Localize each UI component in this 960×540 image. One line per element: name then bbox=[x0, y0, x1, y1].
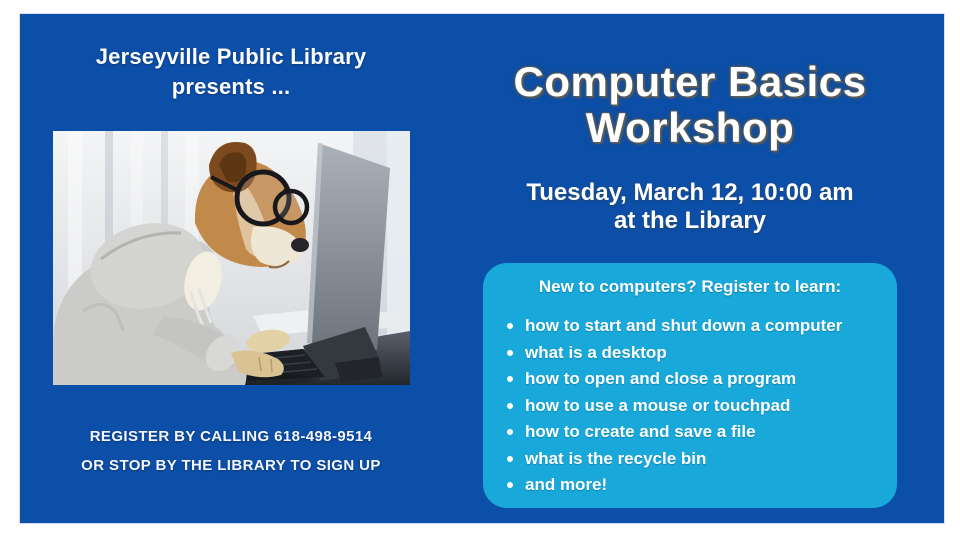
event-date-line: Tuesday, March 12, 10:00 am bbox=[526, 179, 854, 206]
list-item-label: how to open and close a program bbox=[525, 369, 797, 389]
org-header bbox=[36, 42, 426, 102]
bullet-dot-icon bbox=[507, 350, 513, 356]
bullet-dot-icon bbox=[507, 456, 513, 462]
org-presents: presents ... bbox=[171, 74, 291, 99]
list-item bbox=[507, 446, 881, 473]
bullet-dot-icon bbox=[507, 323, 513, 329]
flyer-background bbox=[20, 14, 944, 523]
event-location-line: at the Library bbox=[613, 207, 767, 234]
list-item-label: how to create and save a file bbox=[525, 422, 756, 442]
register-phone-line: REGISTER BY CALLING 618-498-9514 bbox=[89, 428, 373, 445]
dog-photo bbox=[53, 131, 410, 385]
laptop bbox=[303, 143, 390, 382]
list-item bbox=[507, 393, 881, 420]
event-datetime bbox=[460, 179, 920, 235]
org-name: Jerseyville Public Library bbox=[95, 44, 367, 69]
list-item-label: and more! bbox=[525, 475, 608, 495]
list-item bbox=[507, 366, 881, 393]
list-item bbox=[507, 313, 881, 340]
workshop-title-line1: Computer Basics bbox=[513, 58, 867, 105]
panel-heading: New to computers? Register to learn: bbox=[538, 277, 842, 296]
bullet-dot-icon bbox=[507, 376, 513, 382]
learn-list bbox=[483, 313, 897, 499]
list-item-label: what is the recycle bin bbox=[525, 448, 707, 468]
dog-laptop-illustration bbox=[53, 131, 410, 385]
list-item bbox=[507, 472, 881, 499]
list-item bbox=[507, 340, 881, 367]
list-item-label: how to start and shut down a computer bbox=[525, 316, 843, 336]
workshop-title bbox=[460, 59, 920, 151]
learn-panel bbox=[483, 263, 897, 508]
workshop-title-line2: Workshop bbox=[585, 104, 795, 151]
list-item-label: how to use a mouse or touchpad bbox=[525, 395, 791, 415]
bullet-dot-icon bbox=[507, 403, 513, 409]
bullet-dot-icon bbox=[507, 429, 513, 435]
bullet-dot-icon bbox=[507, 482, 513, 488]
list-item bbox=[507, 419, 881, 446]
register-info bbox=[36, 422, 426, 480]
register-visit-line: OR STOP BY THE LIBRARY TO SIGN UP bbox=[81, 457, 381, 474]
list-item-label: what is a desktop bbox=[525, 342, 667, 362]
